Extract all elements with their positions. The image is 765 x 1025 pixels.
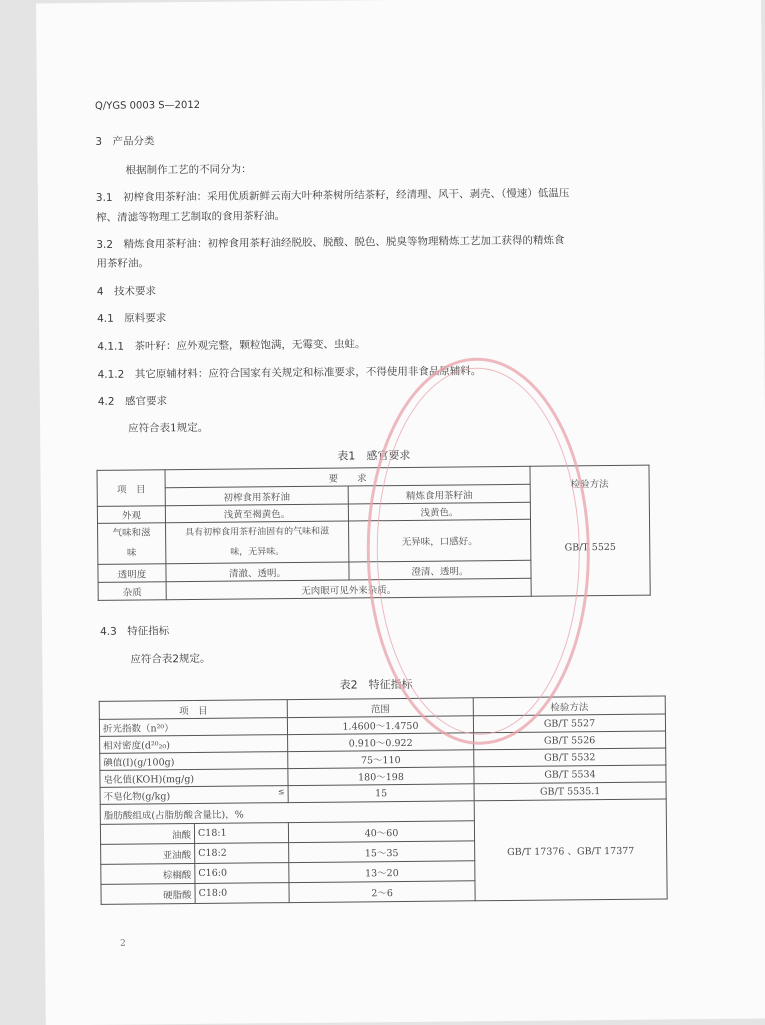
table-2-cell: 折光指数（n²⁰）: [99, 718, 287, 737]
section-3-1-line-1: 3.1 初榨食用茶籽油：采用优质新鲜云南大叶种茶树所结茶籽，经清理、风干、剥壳、（慢速）低温压: [95, 187, 570, 204]
section-3-2-line-1: 3.2 精炼食用茶籽油：初榨食用茶籽油经脱胶、脱酸、脱色、脱臭等物理精炼工艺加工获得的精炼食: [96, 234, 565, 251]
table-2-cell: 1.4600～1.4750: [287, 716, 473, 735]
section-4-3-title: 4.3 特征指标: [99, 625, 170, 638]
table-2-header-method: 检验方法: [473, 696, 665, 716]
table-2-caption: 表2 特征指标: [339, 677, 413, 692]
table-2-cell: C18:1: [194, 823, 288, 844]
section-4-3-body: 应符合表2规定。: [130, 652, 211, 666]
table-1-cell: 外观: [97, 506, 165, 524]
table-1-caption: 表1 感官要求: [337, 448, 411, 463]
table-1-header-method: [530, 465, 650, 596]
table-2-cell: 棕榈酸: [101, 863, 195, 884]
table-2: [99, 695, 668, 904]
table-2-cell: 15: [288, 784, 474, 803]
table-2-cell: GB/T 5526: [474, 731, 666, 750]
table-1-cell-line: 气味和滋: [112, 527, 151, 539]
table-1-header-refined: 精炼食用茶籽油: [348, 484, 530, 504]
table-2-cell: [100, 786, 288, 805]
table-1-header-requirements: 要 求: [165, 466, 530, 488]
table-1-cell: 澄清、透明。: [349, 560, 531, 580]
section-4-1-1: 4.1.1 茶叶籽：应外观完整，颗粒饱满，无霉变、虫蛀。: [97, 338, 366, 353]
table-row: [100, 799, 666, 824]
page-number: 2: [119, 938, 126, 949]
table-1-cell: 杂质: [98, 582, 166, 601]
table-2-cell: 硬脂酸: [101, 883, 195, 904]
table-1-cell: 清澈、透明。: [166, 562, 349, 582]
table-2-cell: GB/T 5534: [474, 765, 666, 784]
table-2-cell: 13～20: [289, 861, 475, 883]
section-4-1-title: 4.1 原料要求: [96, 312, 167, 325]
table-2-cell: GB/T 5535.1: [474, 782, 666, 801]
table-1-cell: 无肉眼可见外来杂质。: [166, 578, 531, 600]
table-1-cell: [166, 521, 349, 564]
section-4-2-body: 应符合表1规定。: [128, 421, 209, 435]
table-2-cell: GB/T 5527: [473, 714, 665, 733]
section-3-1-line-2: 榨、清滤等物理工艺制取的食用茶籽油。: [96, 210, 286, 224]
table-1-header-crude: 初榨食用茶籽油: [165, 486, 348, 506]
table-2-cell: C18:2: [195, 843, 289, 864]
less-equal-mark: ≤: [277, 787, 285, 797]
table-1-method-value: GB/T 5525: [564, 541, 616, 554]
table-2-cell: 相对密度(d²⁰₂₀): [100, 735, 288, 754]
table-2-cell: 亚油酸: [101, 843, 195, 864]
section-3-title: 3 产品分类: [95, 135, 155, 148]
table-1-method-label: 检验方法: [570, 479, 609, 491]
table-2-cell-text: 不皂化物(g/kg): [103, 791, 171, 803]
table-2-cell: 2～6: [289, 881, 475, 903]
table-2-cell: GB/T 5532: [474, 748, 666, 767]
table-2-cell: 40～60: [288, 821, 474, 843]
table-1-header-item: 项 目: [97, 470, 165, 507]
table-1-cell: 无异味，口感好。: [348, 519, 530, 562]
table-2-header-range: 范围: [287, 698, 473, 718]
table-1-cell: 浅黄色。: [348, 502, 530, 521]
table-2-cell: 碘值(I)(g/100g): [100, 752, 288, 771]
section-3-intro: 根据制作工艺的不同分为：: [125, 163, 252, 177]
section-4-1-2: 4.1.2 其它原辅材料：应符合国家有关规定和标准要求，不得使用非食品原辅料。: [97, 365, 482, 381]
table-2-cell: C18:0: [195, 883, 289, 904]
section-4-title: 4 技术要求: [96, 285, 157, 298]
table-1-cell: [98, 523, 166, 565]
doc-code: Q/YGS 0003 S—2012: [94, 99, 201, 112]
table-2-cell: 皂化值(KOH)(mg/g): [100, 769, 288, 788]
table-2-header-item: 项 目: [99, 700, 287, 720]
section-3-2-line-2: 用茶籽油。: [96, 257, 150, 270]
table-1-cell-line: 味: [126, 547, 137, 559]
document-page: [36, 0, 765, 1025]
table-2-fatty-method: GB/T 17376 、GB/T 17377: [474, 799, 667, 901]
table-2-cell: 0.910～0.922: [288, 733, 474, 752]
table-2-cell: 180～198: [288, 767, 474, 786]
table-2-cell: 75～110: [288, 750, 474, 769]
section-4-2-title: 4.2 感官要求: [97, 395, 168, 408]
table-1-cell: 浅黄至褐黄色。: [165, 504, 348, 523]
table-1-cell: 透明度: [98, 564, 166, 583]
table-2-cell: 15～35: [289, 841, 475, 863]
table-1-cell-line: 味，无异味。: [230, 547, 285, 558]
table-2-cell: 脂肪酸组成(占脂肪酸含量比)，%: [100, 801, 474, 825]
table-1-cell-line: 具有初榨食用茶籽油固有的气味和滋: [185, 526, 330, 539]
table-2-cell: 油酸: [100, 823, 194, 844]
table-2-cell: C16:0: [195, 863, 289, 884]
table-1: [96, 465, 650, 601]
